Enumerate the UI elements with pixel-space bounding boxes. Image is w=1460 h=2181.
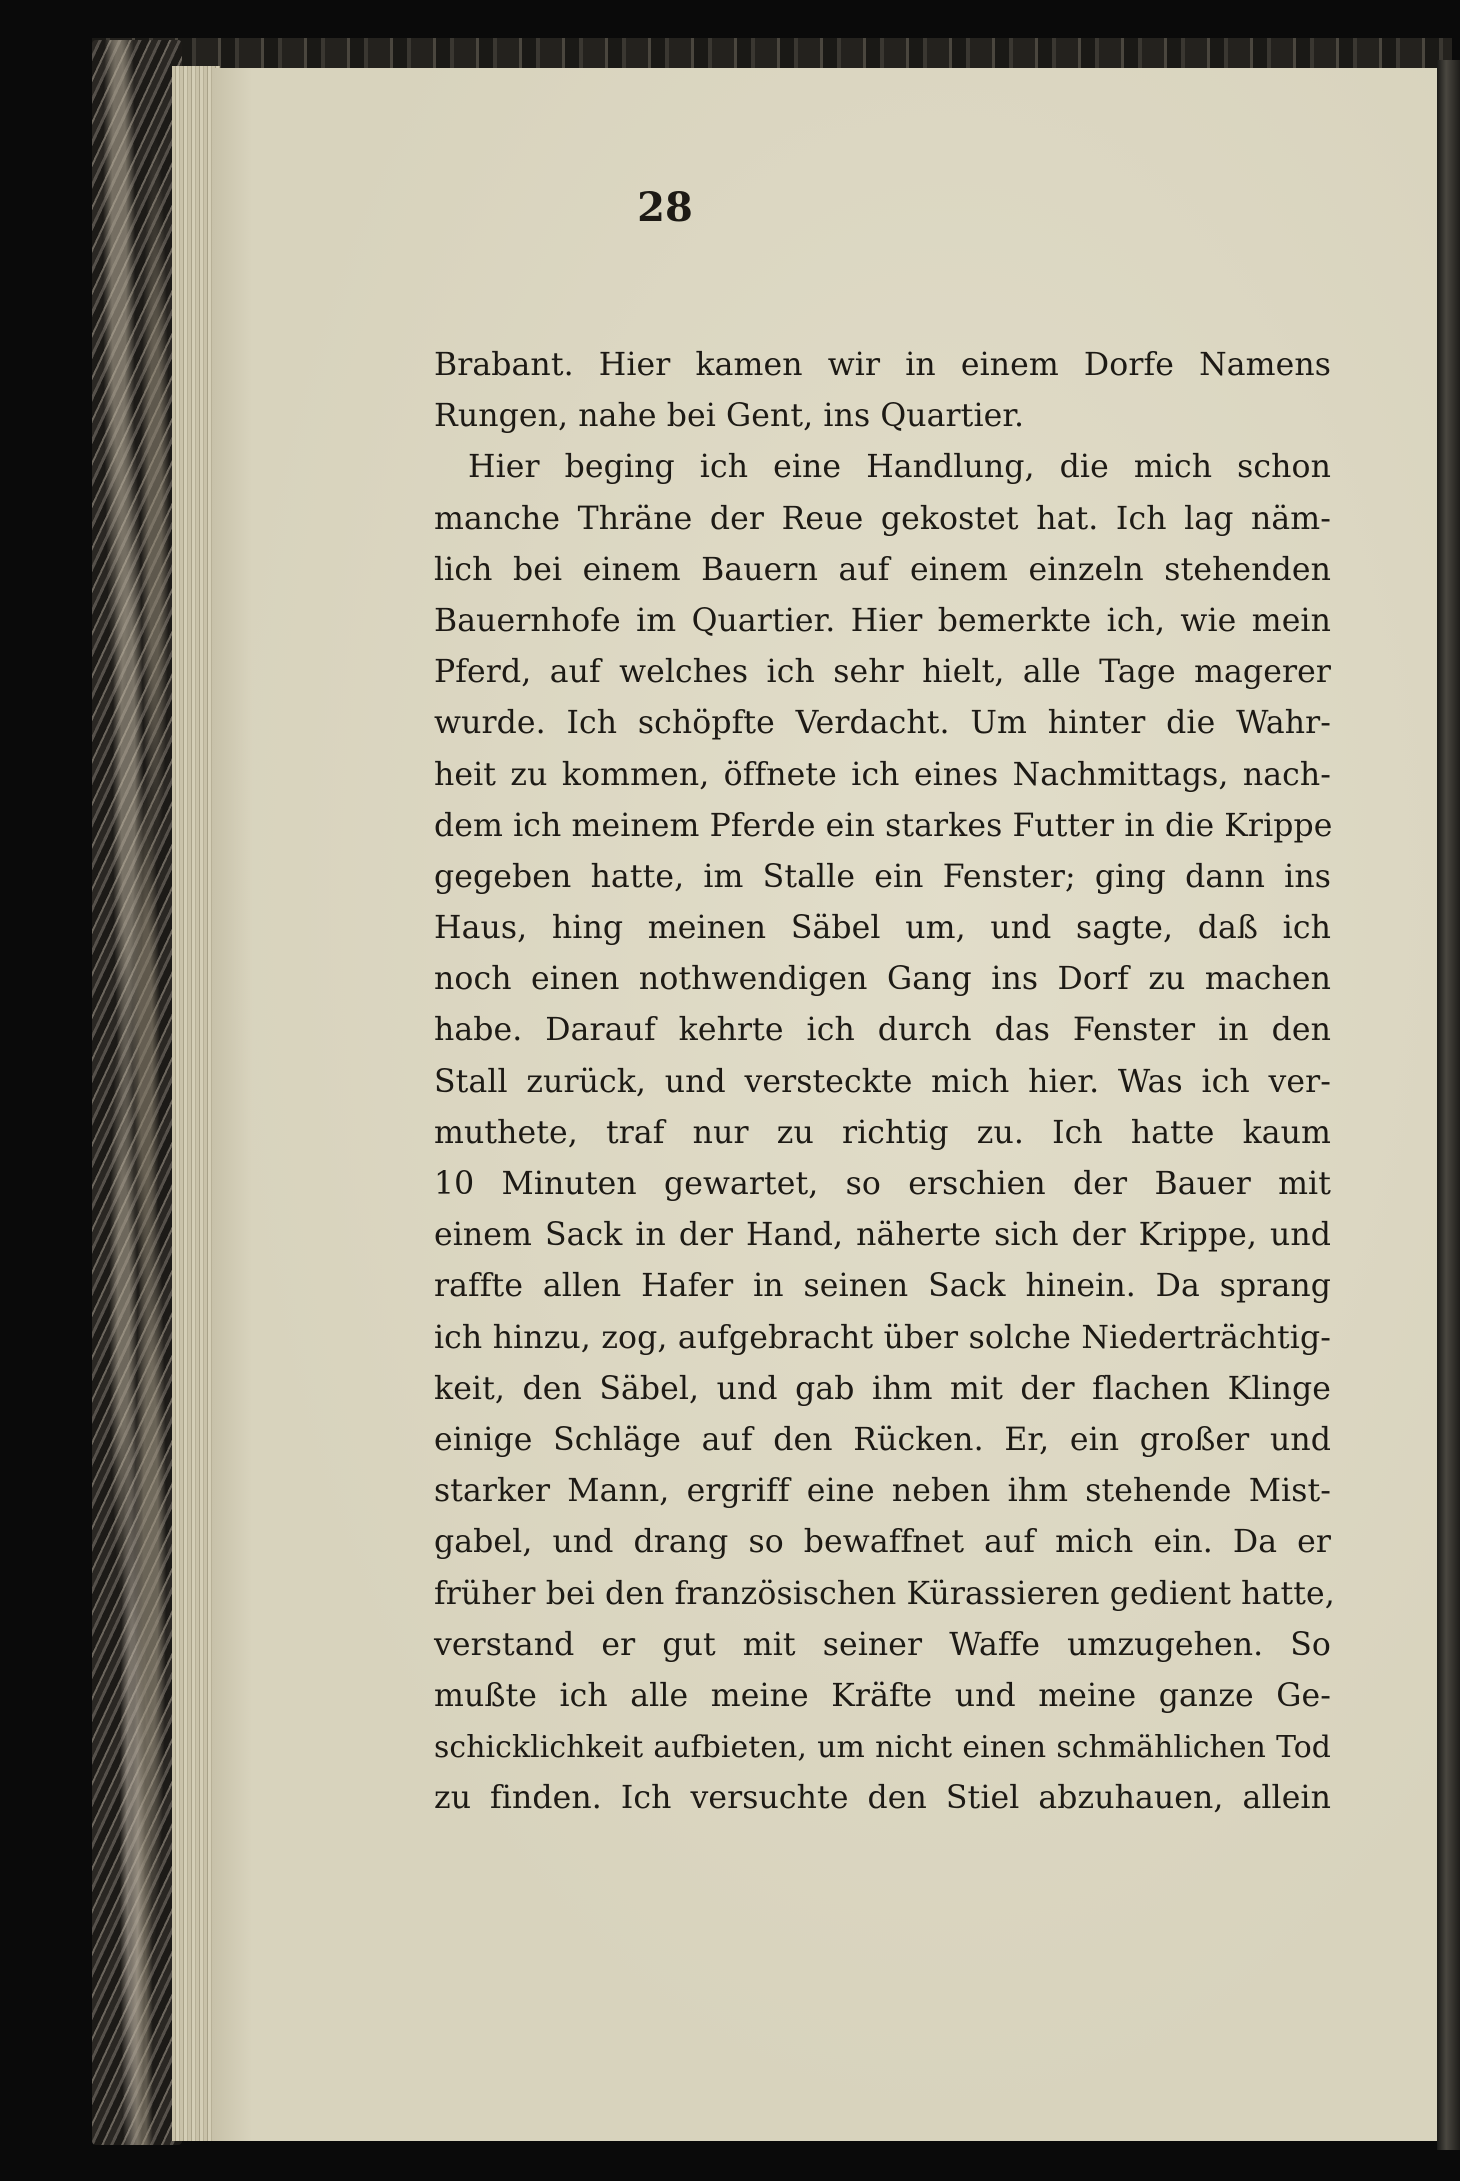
text-line: 10 Minuten gewartet, so erschien der Bauer mit (434, 1166, 1331, 1202)
text-line: gabel, und drang so bewaffnet auf mich ein. Da er (434, 1524, 1331, 1561)
text-line: zu finden. Ich versuchte den Stiel abzuhauen, allein (434, 1780, 1331, 1817)
text-line: keit, den Säbel, und gab ihm mit der flachen Klinge (434, 1370, 1331, 1407)
text-line: gegeben hatte, im Stalle ein Fenster; ging dann ins (434, 858, 1331, 895)
text-line: ich hinzu, zog, aufgebracht über solche Niederträchtig- (434, 1319, 1331, 1356)
text-line: Haus, hing meinen Säbel um, und sagte, daß ich (434, 910, 1331, 947)
marbled-book-cover (92, 40, 182, 2145)
page-number: 28 (637, 184, 693, 231)
text-line: Rungen, nahe bei Gent, ins Quartier. (434, 398, 1025, 435)
body-text (434, 340, 1335, 1824)
text-line: wurde. Ich schöpfte Verdacht. Um hinter die Wahr- (434, 705, 1331, 742)
text-line: Bauernhofe im Quartier. Hier bemerkte ich, wie mein (434, 602, 1331, 639)
text-line: schicklichkeit aufbieten, um nicht einen schmählichen Tod (434, 1730, 1331, 1766)
text-line: manche Thräne der Reue gekostet hat. Ich lag näm- (434, 500, 1331, 537)
text-line: habe. Darauf kehrte ich durch das Fenster in den (434, 1012, 1331, 1049)
text-line: dem ich meinem Pferde ein starkes Futter in die Krippe (434, 807, 1333, 844)
text-line: raffte allen Hafer in seinen Sack hinein. Da sprang (434, 1268, 1331, 1305)
text-line: Pferd, auf welches ich sehr hielt, alle Tage magerer (434, 654, 1331, 691)
text-line: muthete, traf nur zu richtig zu. Ich hatte kaum (434, 1114, 1331, 1151)
text-line: mußte ich alle meine Kräfte und meine ganze Ge- (434, 1677, 1331, 1714)
text-line: einem Sack in der Hand, näherte sich der Krippe, und (434, 1217, 1331, 1254)
text-line: verstand er gut mit seiner Waffe umzugehen. So (434, 1626, 1331, 1663)
text-line: lich bei einem Bauern auf einem einzeln stehenden (434, 551, 1331, 588)
text-line: heit zu kommen, öffnete ich eines Nachmittags, nach- (434, 756, 1331, 793)
text-line: Stall zurück, und versteckte mich hier. Was ich ver- (434, 1063, 1331, 1100)
text-line: starker Mann, ergriff eine neben ihm stehende Mist- (434, 1473, 1331, 1510)
text-line: Brabant. Hier kamen wir in einem Dorfe Namens (434, 347, 1331, 383)
text-line: noch einen nothwendigen Gang ins Dorf zu machen (434, 961, 1331, 998)
text-line: einige Schläge auf den Rücken. Er, ein großer und (434, 1421, 1331, 1458)
book-gutter-edge (1437, 60, 1460, 2150)
text-line: Hier beging ich eine Handlung, die mich schon (468, 449, 1331, 486)
text-line: früher bei den französischen Kürassieren gedient hatte, (434, 1575, 1335, 1612)
